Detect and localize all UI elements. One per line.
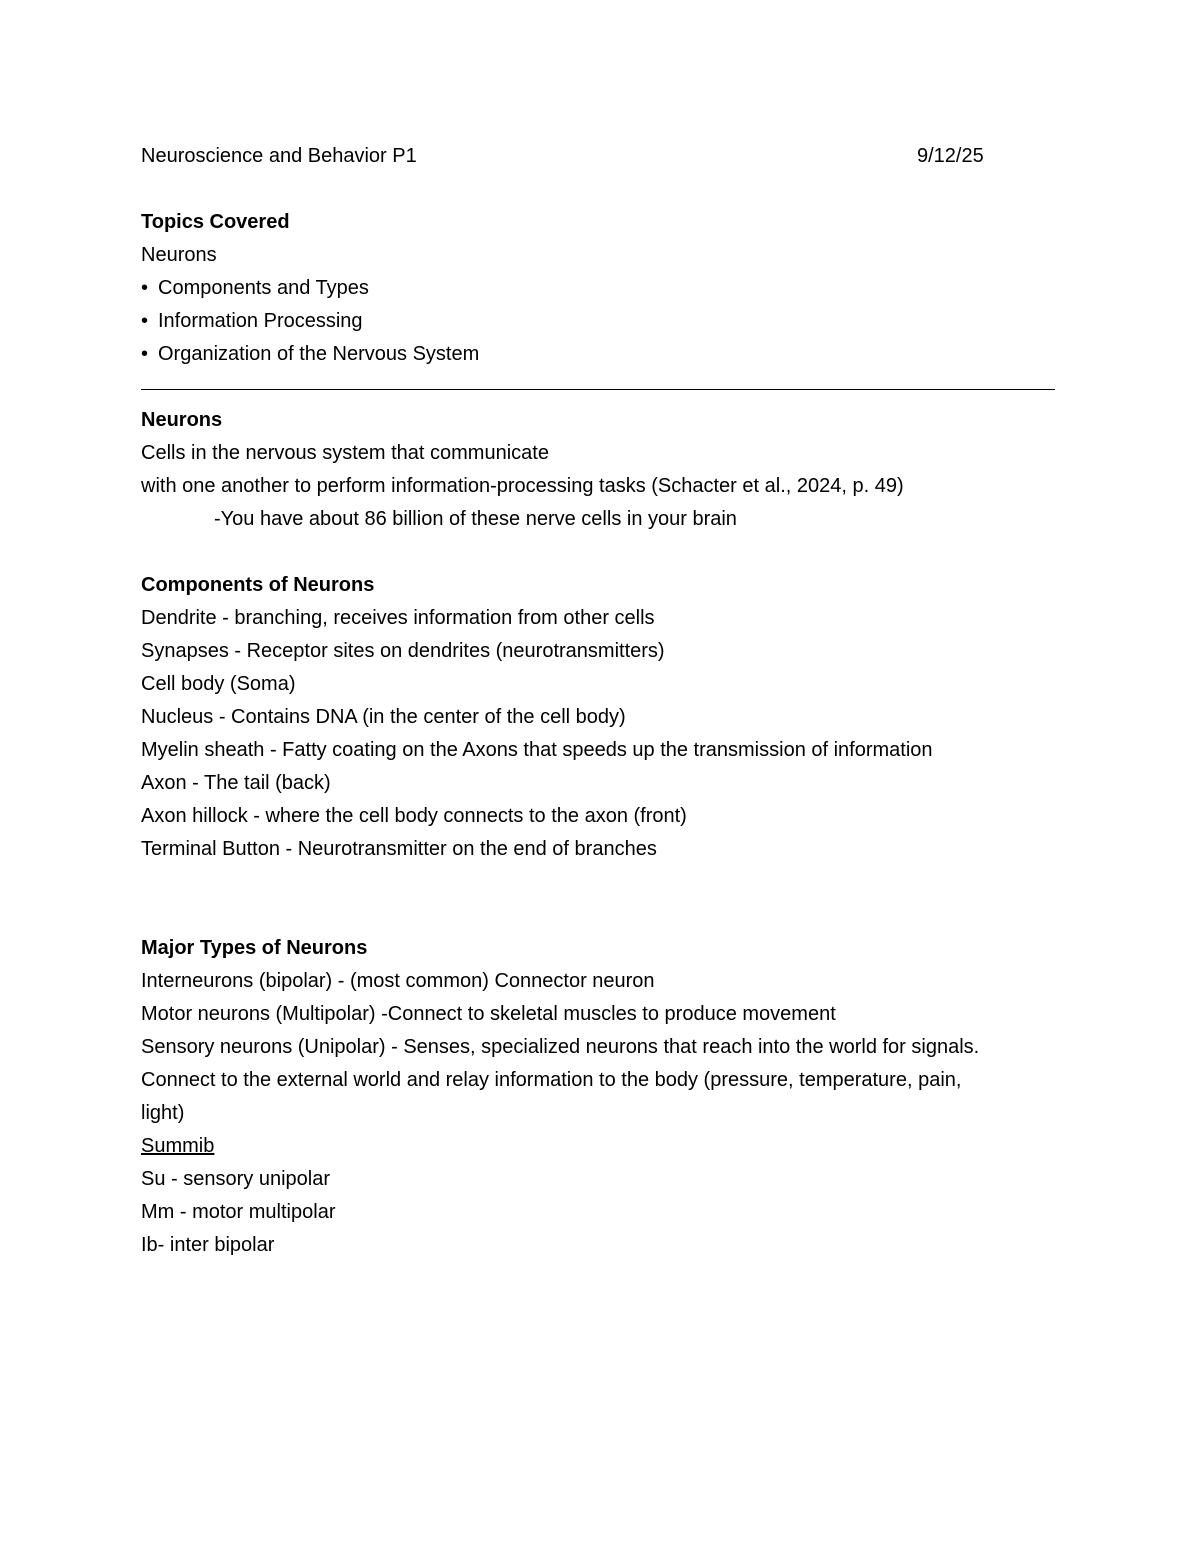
type-line: light) [141, 1102, 185, 1124]
type-line: Interneurons (bipolar) - (most common) Connector neuron [141, 970, 655, 992]
mnemonic-line: Mm - motor multipolar [141, 1201, 336, 1223]
bullet-icon: • [141, 310, 149, 332]
mnemonic-line: Su - sensory unipolar [141, 1168, 330, 1190]
topics-heading: Topics Covered [141, 211, 290, 233]
topics-bullet-item [141, 338, 1061, 371]
document-page [141, 140, 1061, 1262]
neurons-indented-note: -You have about 86 billion of these nerve cells in your brain [214, 508, 737, 530]
bullet-text: Components and Types [158, 277, 369, 299]
topics-bullet-item [141, 305, 1061, 338]
type-line: Sensory neurons (Unipolar) - Senses, specialized neurons that reach into the world for signals. [141, 1036, 980, 1058]
component-line: Axon hillock - where the cell body connects to the axon (front) [141, 805, 687, 827]
blank-line [141, 536, 1061, 569]
component-line: Axon - The tail (back) [141, 772, 331, 794]
neurons-definition-line: Cells in the nervous system that communicate [141, 442, 549, 464]
bullet-icon: • [141, 277, 149, 299]
mnemonic-title: Summib [141, 1135, 215, 1157]
document-header [141, 140, 1061, 173]
bullet-text: Organization of the Nervous System [158, 343, 480, 365]
component-line: Nucleus - Contains DNA (in the center of the cell body) [141, 706, 626, 728]
topics-bullet-item [141, 272, 1061, 305]
blank-line [141, 899, 1061, 932]
component-line: Cell body (Soma) [141, 673, 296, 695]
horizontal-divider [141, 371, 1061, 404]
type-line: Connect to the external world and relay information to the body (pressure, temperature, pain, [141, 1069, 962, 1091]
document-date: 9/12/25 [917, 145, 984, 167]
component-line: Terminal Button - Neurotransmitter on the end of branches [141, 838, 657, 860]
topics-subheading: Neurons [141, 244, 217, 266]
bullet-text: Information Processing [158, 310, 363, 332]
blank-line [141, 173, 1061, 206]
component-line: Myelin sheath - Fatty coating on the Axons that speeds up the transmission of information [141, 739, 933, 761]
blank-line [141, 866, 1061, 899]
components-heading: Components of Neurons [141, 574, 375, 596]
types-heading: Major Types of Neurons [141, 937, 368, 959]
neurons-definition-line: with one another to perform information-processing tasks (Schacter et al., 2024, p. 49) [141, 475, 904, 497]
type-line: Motor neurons (Multipolar) -Connect to skeletal muscles to produce movement [141, 1003, 836, 1025]
component-line: Synapses - Receptor sites on dendrites (neurotransmitters) [141, 640, 665, 662]
document-title: Neuroscience and Behavior P1 [141, 145, 417, 167]
neurons-heading: Neurons [141, 409, 223, 431]
mnemonic-line: Ib- inter bipolar [141, 1234, 275, 1256]
bullet-icon: • [141, 343, 149, 365]
component-line: Dendrite - branching, receives information from other cells [141, 607, 655, 629]
